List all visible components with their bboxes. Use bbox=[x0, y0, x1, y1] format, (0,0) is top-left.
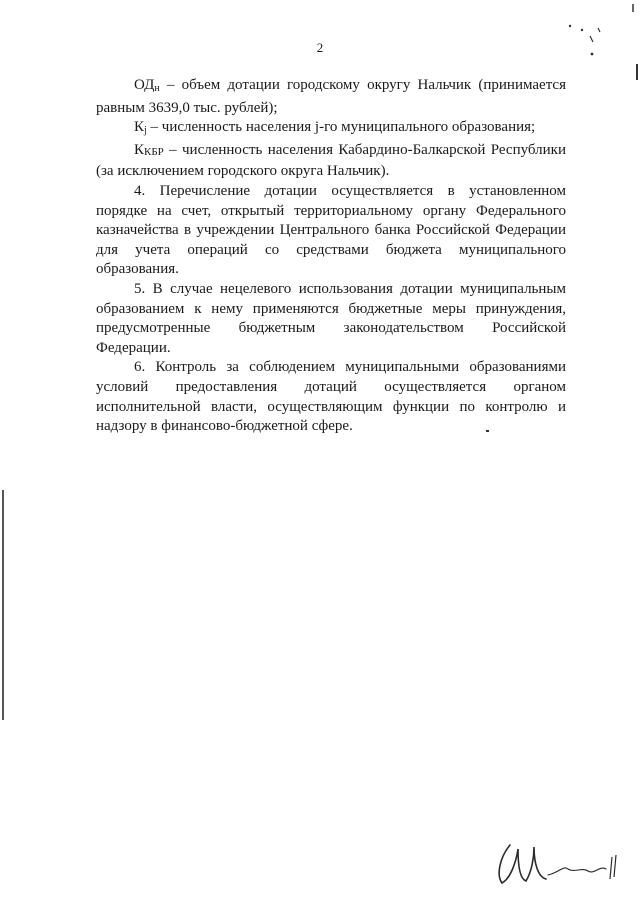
clause-4: 4. Перечисление дотации осуществляется в установленном порядке на счет, открытый территориальному органу Федерального казначейства в учреждении Центрального банка Российской Федерации для учета операций со средствами бюджета муниципального образования. bbox=[96, 182, 566, 278]
clause-5: 5. В случае нецелевого использования дотации муниципальным образованием к нему применяются бюджетные меры принуждения, предусмотренные бюджетным законодательством Российской Федерации. bbox=[96, 280, 566, 356]
scan-dot bbox=[486, 430, 489, 432]
definition-kj-text: – численность населения j-го муниципального образования; bbox=[146, 119, 536, 136]
definition-od-text: – объем дотации городскому округу Нальчик (принимается равным 3639,0 тыс. рублей); bbox=[96, 77, 566, 116]
symbol-od: ОД bbox=[134, 77, 155, 93]
symbol-od-subscript: н bbox=[154, 83, 160, 94]
signature-image bbox=[488, 835, 628, 895]
document-body bbox=[96, 76, 566, 437]
symbol-k: К bbox=[134, 119, 145, 136]
definition-kkbr bbox=[96, 141, 566, 182]
symbol-k-kbr: К bbox=[134, 141, 145, 158]
symbol-kj-subscript: j bbox=[144, 125, 147, 137]
scan-edge-line-right bbox=[636, 64, 638, 80]
corner-stamp-marks bbox=[560, 14, 630, 64]
page-number: 2 bbox=[316, 40, 324, 55]
scan-edge-tick-top-right bbox=[632, 4, 634, 12]
scan-edge-line-left bbox=[2, 490, 4, 720]
definition-kj bbox=[96, 118, 566, 141]
clause-6: 6. Контроль за соблюдением муниципальными образованиями условий предоставления дотаций осуществляется органом исполнительной власти, осуществляющим функции по контролю и надзору в финансово-бюджетной сфере. bbox=[96, 359, 566, 435]
symbol-kbr-subscript: КБР bbox=[144, 145, 164, 158]
definition-kkbr-text: – численность населения Кабардино-Балкарской Республики (за исключением городского округа Нальчик). bbox=[96, 141, 566, 180]
definition-od bbox=[96, 76, 566, 118]
